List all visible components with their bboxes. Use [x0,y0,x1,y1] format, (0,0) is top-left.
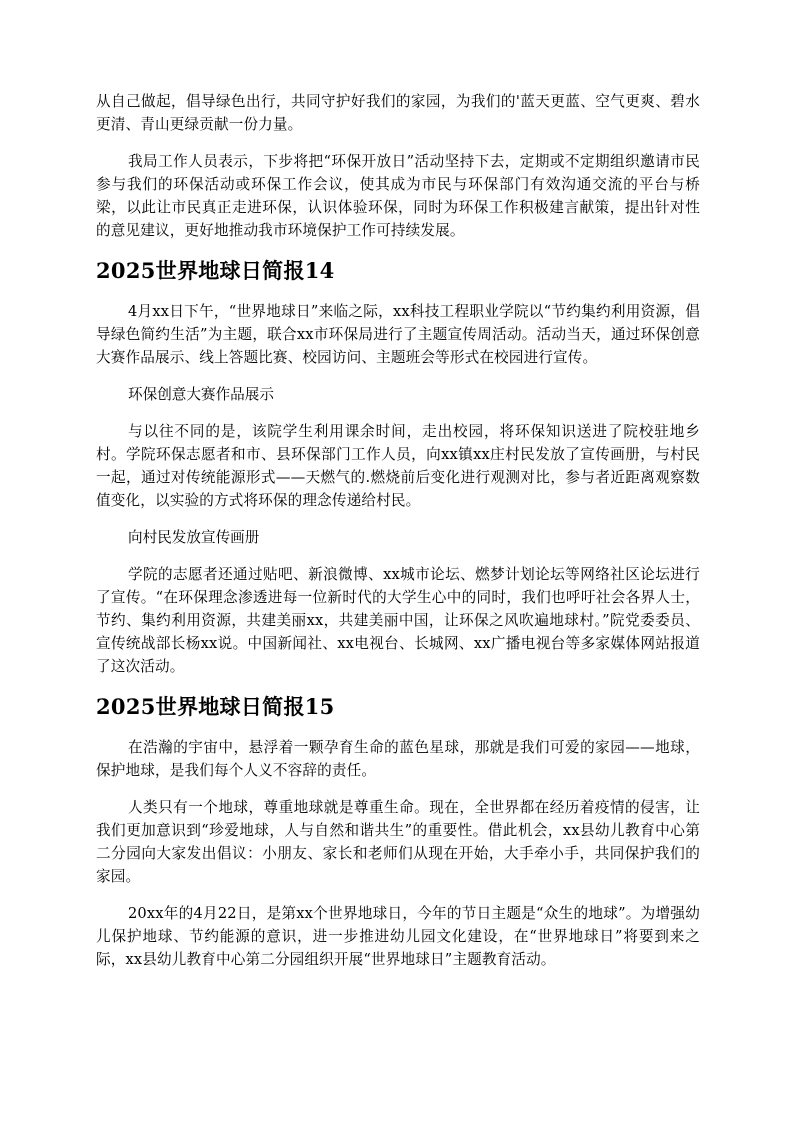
section-14-paragraph-1: 4月xx日下午，“世界地球日”来临之际，xx科技工程职业学院以“节约集约利用资源，倡导绿色简约生活”为主题，联合xx市环保局进行了主题宣传周活动。活动当天，通过环保创意大赛作品展示、线上答题比赛、校园访问、主题班会等形式在校园进行宣传。 [96,303,700,366]
section-15-paragraph-2: 人类只有一个地球，尊重地球就是尊重生命。现在，全世界都在经历着疫情的侵害，让我们更加意识到“珍爱地球，人与自然和谐共生”的重要性。借此机会，xx县幼儿教育中心第二分园向大家发出倡议：小朋友、家长和老师们从现在开始，大手牵小手，共同保护我们的家园。 [96,799,700,885]
intro-paragraph-1: 从自己做起，倡导绿色出行，共同守护好我们的家园，为我们的'蓝天更蓝、空气更爽、碧水更清、青山更绿贡献一份力量。 [96,93,700,133]
section-15-paragraph-1: 在浩瀚的宇宙中，悬浮着一颗孕育生命的蓝色星球，那就是我们可爱的家园——地球，保护地球，是我们每个人义不容辞的责任。 [96,739,700,779]
section-14-paragraph-2: 与以往不同的是，该院学生利用课余时间，走出校园，将环保知识送进了院校驻地乡村。学院环保志愿者和市、县环保部门工作人员，向xx镇xx庄村民发放了宣传画册，与村民一起，通过对传统能源形式——天燃气的.燃烧前后变化进行观测对比，参与者近距离观察数值变化，以实验的方式将环保的理念传递给村民。 [96,423,700,509]
section-14-subheading-2: 向村民发放宣传画册 [128,529,260,546]
section-15-title: 2025世界地球日简报15 [96,694,335,719]
section-14-subheading-1: 环保创意大赛作品展示 [128,386,274,403]
document-page [96,90,700,985]
section-14-paragraph-3: 学院的志愿者还通过贴吧、新浪微博、xx城市论坛、燃梦计划论坛等网络社区论坛进行了宣传。“在环保理念渗透进每一位新时代的大学生心中的同时，我们也呼吁社会各界人士，节约、集约利用资源，共建美丽xx，共建美丽中国，让环保之风吹遍地球村。”院党委委员、宣传统战部长杨xx说。中国新闻社、xx电视台、长城网、xx广播电视台等多家媒体网站报道了这次活动。 [96,566,700,675]
section-14-title: 2025世界地球日简报14 [96,258,335,283]
intro-paragraph-2: 我局工作人员表示，下步将把“环保开放日”活动坚持下去，定期或不定期组织邀请市民参与我们的环保活动或环保工作会议，使其成为市民与环保部门有效沟通交流的平台与桥梁，以此让市民真正走进环保，认识体验环保，同时为环保工作积极建言献策，提出针对性的意见建议，更好地推动我市环境保护工作可持续发展。 [96,153,700,239]
section-15-paragraph-3: 20xx年的4月22日，是第xx个世界地球日，今年的节日主题是“众生的地球”。为增强幼儿保护地球、节约能源的意识，进一步推进幼儿园文化建设，在“世界地球日”将要到来之际，xx县幼儿教育中心第二分园组织开展“世界地球日”主题教育活动。 [96,905,700,968]
